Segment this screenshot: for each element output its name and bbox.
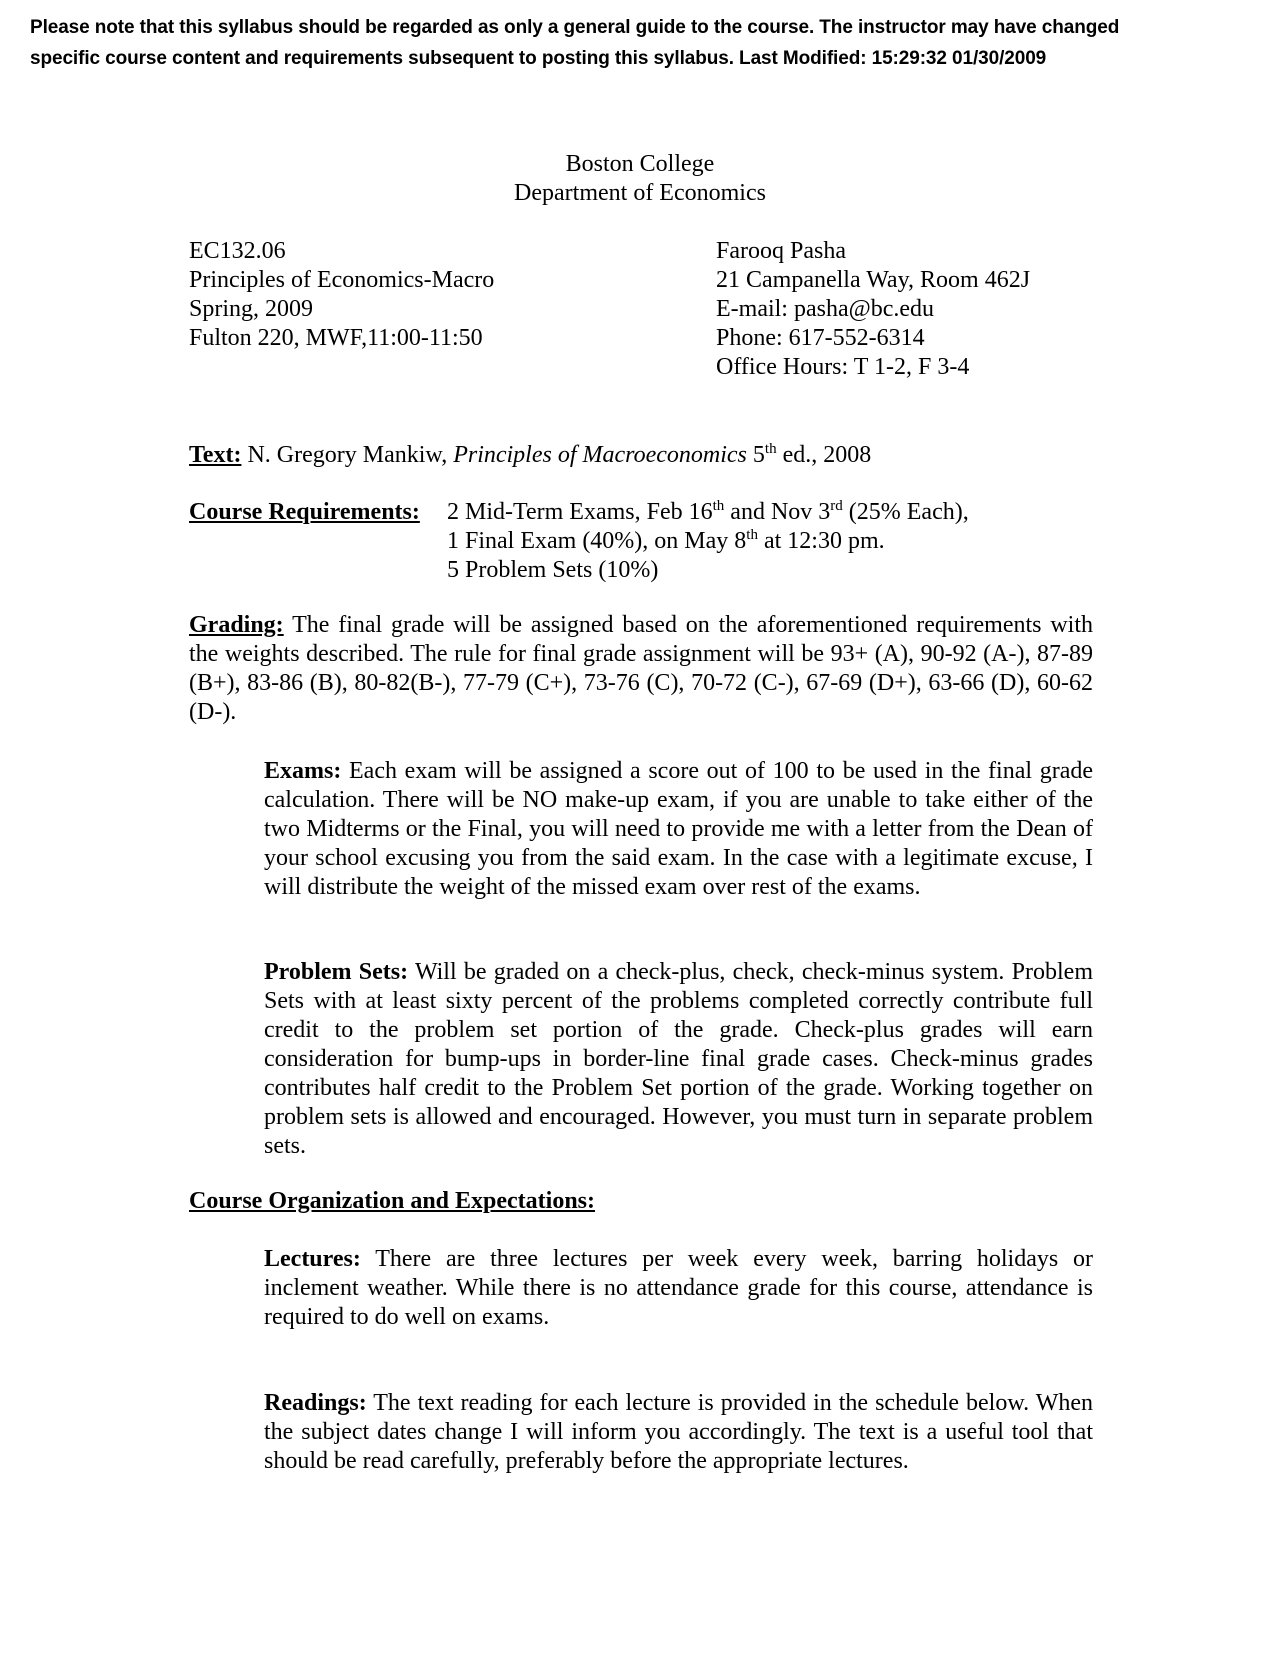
textbook-line [189,441,871,470]
syllabus-disclaimer [30,12,1260,74]
textbook-year: ed., 2008 [776,442,872,468]
text-label: Text: [189,442,242,468]
course-code: EC132.06 [189,238,286,264]
readings-body: The text reading for each lecture is provided in the schedule below. When the subject dates change I will inform you accordingly. The text is a useful tool that should be read carefully, preferably before the appropriate lectures. [264,1390,1093,1474]
grading-paragraph [189,611,1093,727]
requirement-final: 1 Final Exam (40%), on May 8th at 12:30 pm. [447,527,885,554]
course-title: Principles of Economics-Macro [189,267,495,293]
problem-sets-paragraph [264,958,1093,1161]
textbook-author: N. Gregory Mankiw, [241,442,454,468]
lectures-paragraph [264,1245,1093,1332]
readings-paragraph [264,1389,1093,1476]
problem-sets-label: Problem Sets: [264,959,409,985]
lectures-label: Lectures: [264,1246,361,1272]
instructor-info [716,237,1030,382]
grading-body: The final grade will be assigned based on the aforementioned requirements with the weights described. The rule for final grade assignment will be 93+ (A), 90-92 (A-), 87-89 (B+), 83-86 (B), 80-82(B-), 77-79 (C+), 73-76 (C), 70-72 (C-), 67-69 (D+), 63-66 (D), 60-62 (D-). [189,612,1093,725]
disclaimer-line-2: specific course content and requirements subsequent to posting this syllabus. Last Modified: 15:29:32 01/30/2009 [30,48,1047,69]
requirements-label [189,498,420,527]
requirements-heading: Course Requirements: [189,499,420,525]
requirements-list [447,498,969,585]
course-info [189,237,494,353]
instructor-address: 21 Campanella Way, Room 462J [716,267,1031,293]
instructor-name: Farooq Pasha [716,238,846,264]
problem-sets-body: Will be graded on a check-plus, check, check-minus system. Problem Sets with at least sixty percent of the problems completed correctly contribute full credit to the problem set portion of the grade. Check-plus grades will earn consideration for bump-ups in border-line final grade cases. Check-minus grades contributes half credit to the Problem Set portion of the grade. Working together on problem sets is allowed and encouraged. However, you must turn in separate problem sets. [264,959,1093,1159]
department-name: Department of Economics [514,180,766,206]
lectures-body: There are three lectures per week every week, barring holidays or inclement weather. While there is no attendance grade for this course, attendance is required to do well on exams. [264,1246,1093,1330]
textbook-edition-suffix: th [764,441,777,457]
instructor-email: E-mail: pasha@bc.edu [716,296,935,322]
requirement-midterms: 2 Mid-Term Exams, Feb 16th and Nov 3rd (25% Each), [447,498,969,525]
exams-paragraph [264,757,1093,902]
readings-label: Readings: [264,1390,367,1416]
requirement-problem-sets: 5 Problem Sets (10%) [447,557,659,583]
exams-body: Each exam will be assigned a score out of 100 to be used in the final grade calculation. There will be NO make-up exam, if you are unable to take either of the two Midterms or the Final, you will need to provide me with a letter from the Dean of your school excusing you from the said exam. In the case with a legitimate excuse, I will distribute the weight of the missed exam over rest of the exams. [264,758,1093,900]
instructor-office-hours: Office Hours: T 1-2, F 3-4 [716,354,970,380]
textbook-title: Principles of Macroeconomics [453,442,747,468]
instructor-phone: Phone: 617-552-6314 [716,325,925,351]
organization-heading: Course Organization and Expectations: [189,1188,596,1214]
course-term: Spring, 2009 [189,296,314,322]
exams-label: Exams: [264,758,342,784]
school-name: Boston College [565,151,715,177]
course-location: Fulton 220, MWF,11:00-11:50 [189,325,483,351]
disclaimer-line-1: Please note that this syllabus should be regarded as only a general guide to the course. The instructor may have changed [30,17,1120,38]
textbook-edition: 5 [746,442,765,468]
grading-label: Grading: [189,612,284,638]
